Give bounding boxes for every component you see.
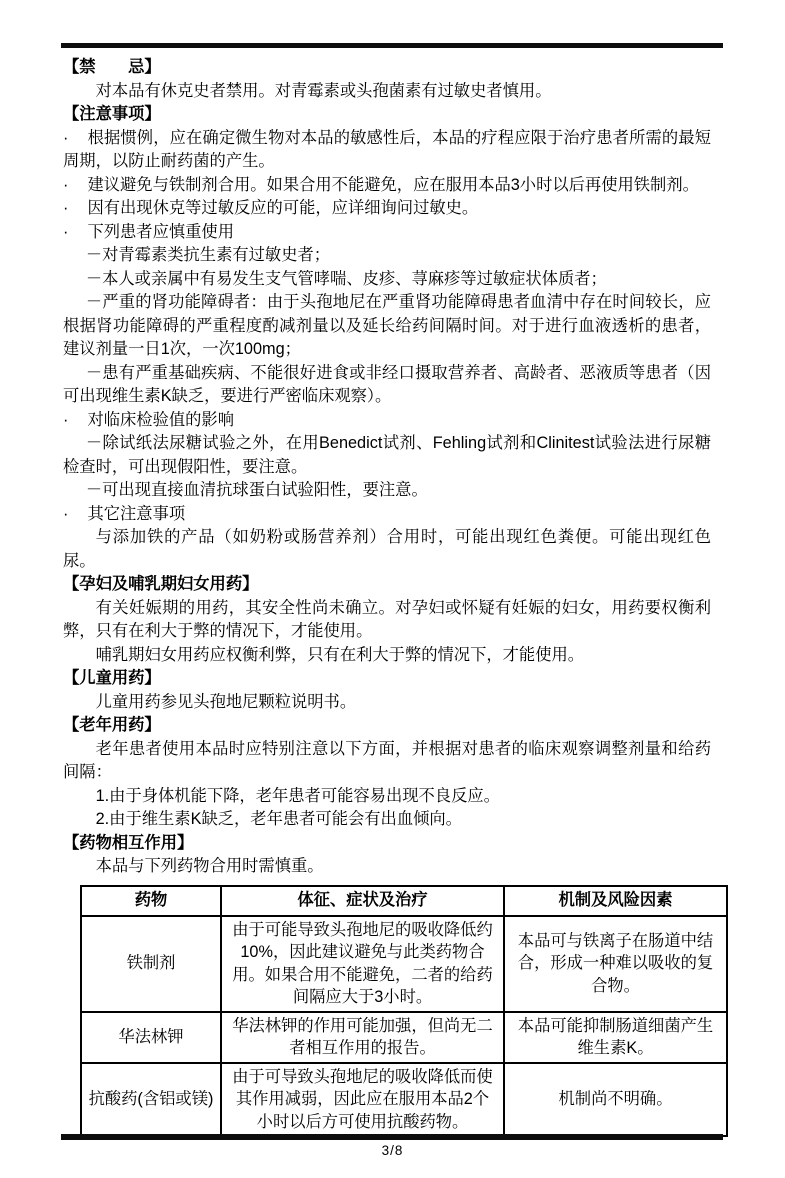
text-run: 下列患者应慎重使用 — [87, 222, 234, 241]
text-run: 本品与下列药物合用时需慎重。 — [95, 857, 324, 875]
paragraph — [63, 80, 711, 104]
text-run: 1.由于身体机能下降，老年患者可能容易出现不良反应。 — [95, 786, 500, 805]
mechanism-risk-cell: 机制尚不明确。 — [504, 1063, 727, 1137]
bullet-marker: · — [63, 199, 69, 217]
section-heading — [63, 832, 711, 856]
paragraph — [63, 808, 711, 832]
mechanism-risk-cell: 本品可与铁离子在肠道中结合，形成一种难以吸收的复合物。 — [504, 916, 727, 1012]
drug-name-cell: 铁制剂 — [81, 916, 221, 1012]
bullet-item — [63, 409, 711, 433]
text-run: 有关妊娠期的用药，其安全性尚未确立。对孕妇或怀疑有妊娠的妇女，用药要权衡利弊，只有在利大于弊的情况下，才能使用。 — [63, 598, 711, 640]
text-run: 根据惯例，应在确定微生物对本品的敏感性后，本品的疗程应限于治疗患者所需的最短周期，以防止耐药菌的产生。 — [63, 128, 711, 170]
table-header-cell: 药物 — [81, 886, 221, 916]
paragraph — [63, 738, 711, 785]
text-run: 患有严重基础疾病、不能很好进食或非经口摄取营养者、高龄者、恶液质等患者（因可出现维生素K缺乏，要进行严密临床观察）。 — [63, 363, 711, 405]
text-run: 可出现直接血清抗球蛋白试验阳性，要注意。 — [102, 481, 428, 499]
sub-item — [63, 244, 711, 268]
drug-interaction-table — [80, 885, 728, 1138]
section-heading — [63, 56, 711, 80]
table-row — [81, 1063, 727, 1137]
text-run: 除试纸法尿糖试验之外，在用Benedict试剂、Fehling试剂和Clinitest试验法进行尿糖检查时，可出现假阳性，要注意。 — [63, 434, 711, 476]
mechanism-risk-cell: 本品可能抑制肠道细菌产生维生素K。 — [504, 1012, 727, 1063]
symptoms-treatment-cell: 由于可能导致头孢地尼的吸收降低约10%，因此建议避免与此类药物合用。如果合用不能避免，二者的给药间隔应大于3小时。 — [221, 916, 504, 1012]
bullet-item — [63, 127, 711, 174]
paragraph — [63, 597, 711, 644]
paragraph — [63, 855, 711, 879]
text-run: 老年患者使用本品时应特别注意以下方面，并根据对患者的临床观察调整剂量和给药间隔： — [63, 739, 711, 781]
text-run: 对青霉素类抗生素有过敏史者； — [102, 246, 331, 264]
section-heading — [63, 103, 711, 127]
sub-item — [63, 268, 711, 292]
dash-marker: － — [85, 481, 103, 499]
bullet-item — [63, 174, 711, 198]
text-run: 本人或亲属中有易发生支气管哮喘、皮疹、荨麻疹等过敏症状体质者； — [102, 269, 607, 288]
sub-item — [63, 362, 711, 409]
bullet-marker: · — [63, 504, 69, 523]
table-header-cell: 机制及风险因素 — [504, 886, 727, 916]
dash-marker: － — [85, 363, 103, 382]
text-run: 因有出现休克等过敏反应的可能，应详细询问过敏史。 — [87, 199, 479, 217]
page-number: 3/8 — [381, 1143, 404, 1158]
text-run: 对临床检验值的影响 — [87, 410, 234, 429]
text-run: 严重的肾功能障碍者：由于头孢地尼在严重肾功能障碍患者血清中存在时间较长，应根据肾功能障碍的严重程度酌减剂量以及延长给药间隔时间。对于进行血液透析的患者，建议剂量一日1次，一次100mg； — [63, 293, 711, 358]
section-heading — [63, 573, 711, 597]
table-header-cell: 体征、症状及治疗 — [221, 886, 504, 916]
paragraph — [63, 644, 711, 668]
text-run: 对本品有休克史者禁用。对青霉素或头孢菌素有过敏史者慎用。 — [95, 81, 552, 100]
sub-item — [63, 432, 711, 479]
dash-marker: － — [85, 269, 103, 288]
paragraph — [63, 785, 711, 809]
document-body — [63, 56, 714, 1137]
section-heading — [63, 714, 711, 738]
bullet-item — [63, 197, 711, 221]
text-run: 其它注意事项 — [87, 504, 186, 523]
dash-marker: － — [85, 246, 103, 264]
table-header-row — [81, 886, 727, 916]
sub-item — [63, 479, 711, 503]
bullet-marker: · — [63, 222, 69, 241]
bullet-item — [63, 221, 711, 245]
bullet-marker: · — [63, 410, 69, 429]
top-divider-rule — [61, 43, 723, 48]
bottom-divider-rule — [61, 1134, 723, 1140]
text-run: 【孕妇及哺乳期妇女用药】 — [63, 575, 259, 593]
text-run: 哺乳期妇女用药应权衡利弊，只有在利大于弊的情况下，才能使用。 — [95, 645, 585, 664]
section-heading — [63, 667, 711, 691]
text-run: 建议避免与铁制剂合用。如果合用不能避免，应在服用本品3小时以后再使用铁制剂。 — [87, 175, 699, 194]
text-run: 【禁 忌】 — [63, 58, 161, 76]
symptoms-treatment-cell: 华法林钾的作用可能加强，但尚无二者相互作用的报告。 — [221, 1012, 504, 1063]
bullet-item — [63, 503, 711, 527]
drug-name-cell: 抗酸药(含铝或镁) — [81, 1063, 221, 1137]
dash-marker: － — [85, 293, 103, 311]
sub-item — [63, 291, 711, 362]
bullet-marker: · — [63, 128, 69, 147]
drug-name-cell: 华法林钾 — [81, 1012, 221, 1063]
text-run: 【儿童用药】 — [63, 669, 161, 687]
text-run: 儿童用药参见头孢地尼颗粒说明书。 — [95, 692, 357, 711]
paragraph — [63, 691, 711, 715]
table-row — [81, 1012, 727, 1063]
table-body — [81, 916, 727, 1137]
table-row — [81, 916, 727, 1012]
bullet-marker: · — [63, 175, 69, 194]
table-head — [81, 886, 727, 916]
paragraph — [63, 526, 711, 573]
text-run: 与添加铁的产品（如奶粉或肠营养剂）合用时，可能出现红色粪便。可能出现红色尿。 — [63, 528, 711, 570]
symptoms-treatment-cell: 由于可导致头孢地尼的吸收降低而使其作用减弱，因此应在服用本品2个小时以后方可使用抗酸药物。 — [221, 1063, 504, 1137]
dash-marker: － — [85, 434, 103, 452]
text-run: 【注意事项】 — [63, 105, 161, 123]
text-run: 2.由于维生素K缺乏，老年患者可能会有出血倾向。 — [95, 810, 462, 828]
text-run: 【药物相互作用】 — [63, 833, 194, 852]
text-run: 【老年用药】 — [63, 716, 161, 734]
